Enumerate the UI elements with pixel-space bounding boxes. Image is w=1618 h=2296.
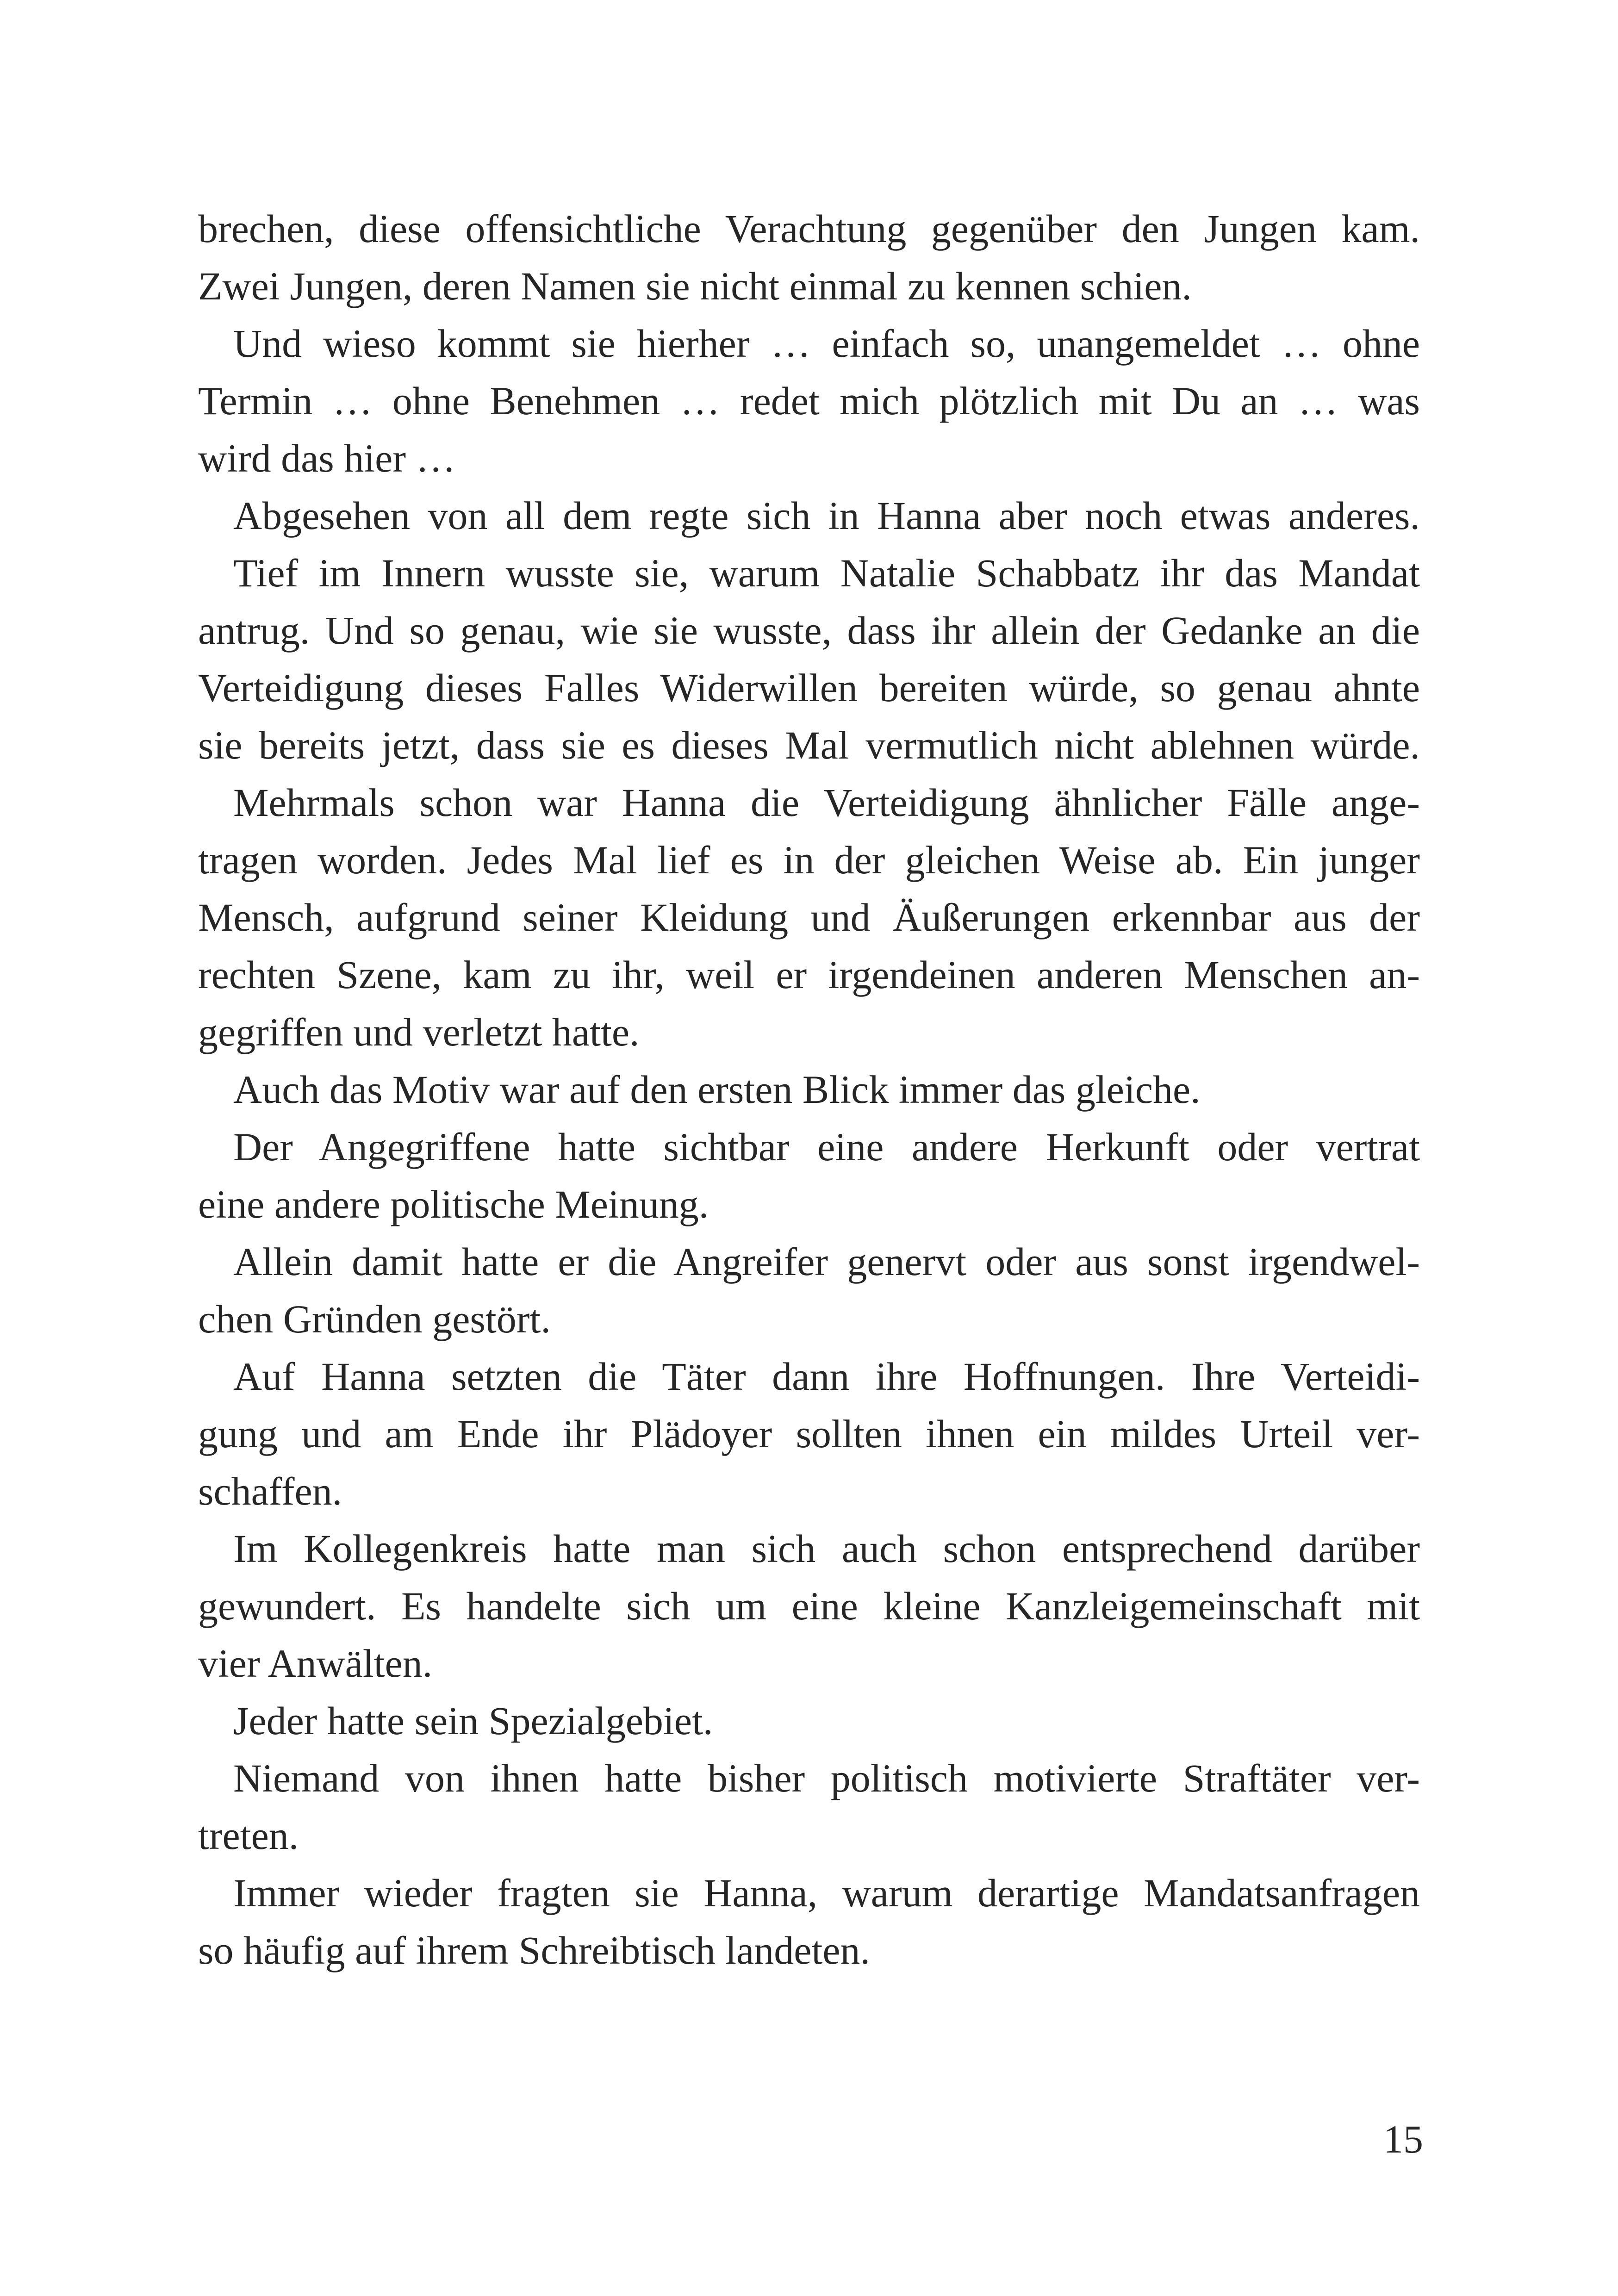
text-line: schaffen.	[198, 1469, 342, 1513]
text-line: Und wieso kommt sie hierher … einfach so, unangemeldet … ohne	[233, 321, 1420, 366]
text-line: eine andere politische Meinung.	[198, 1182, 709, 1226]
text-line: Mensch, aufgrund seiner Kleidung und Äußerungen erkennbar aus der	[198, 895, 1420, 940]
text-line: Mehrmals schon war Hanna die Verteidigung ähnlicher Fälle ange-	[233, 780, 1420, 825]
text-line: gewundert. Es handelte sich um eine kleine Kanzleigemeinschaft mit	[198, 1584, 1420, 1628]
text-line: treten.	[198, 1813, 299, 1858]
text-line: Der Angegriffene hatte sichtbar eine andere Herkunft oder vertrat	[233, 1125, 1420, 1169]
text-line: vier Anwälten.	[198, 1641, 433, 1686]
text-line: Niemand von ihnen hatte bisher politisch motivierte Straftäter ver-	[233, 1756, 1420, 1800]
text-line: tragen worden. Jedes Mal lief es in der gleichen Weise ab. Ein junger	[198, 838, 1420, 882]
text-line: antrug. Und so genau, wie sie wusste, dass ihr allein der Gedanke an die	[198, 608, 1420, 653]
text-line: Termin … ohne Benehmen … redet mich plötzlich mit Du an … was	[198, 379, 1420, 423]
text-line: wird das hier …	[198, 436, 456, 480]
text-line: Allein damit hatte er die Angreifer genervt oder aus sonst irgendwel-	[233, 1239, 1420, 1284]
text-line: Jeder hatte sein Spezialgebiet.	[233, 1699, 713, 1743]
text-line: Verteidigung dieses Falles Widerwillen bereiten würde, so genau ahnte	[198, 666, 1420, 710]
body-text	[198, 200, 1420, 1979]
text-line: Zwei Jungen, deren Namen sie nicht einmal zu kennen schien.	[198, 264, 1192, 308]
text-line: gung und am Ende ihr Plädoyer sollten ihnen ein mildes Urteil ver-	[198, 1412, 1420, 1456]
page-number: 15	[1383, 2117, 1423, 2161]
text-line: brechen, diese offensichtliche Verachtung gegenüber den Jungen kam.	[198, 206, 1420, 251]
text-line: Abgesehen von all dem regte sich in Hanna aber noch etwas anderes.	[233, 493, 1420, 538]
text-line: Auf Hanna setzten die Täter dann ihre Hoffnungen. Ihre Verteidi-	[233, 1354, 1420, 1399]
text-line: Tief im Innern wusste sie, warum Natalie Schabbatz ihr das Mandat	[233, 551, 1420, 595]
text-line: Immer wieder fragten sie Hanna, warum derartige Mandatsanfragen	[233, 1871, 1420, 1915]
text-line: Auch das Motiv war auf den ersten Blick immer das gleiche.	[233, 1067, 1201, 1112]
text-line: Im Kollegenkreis hatte man sich auch schon entsprechend darüber	[233, 1526, 1420, 1571]
text-line: gegriffen und verletzt hatte.	[198, 1010, 640, 1054]
text-line: so häufig auf ihrem Schreibtisch landeten.	[198, 1928, 871, 1972]
text-line: rechten Szene, kam zu ihr, weil er irgendeinen anderen Menschen an-	[198, 952, 1420, 997]
text-line: chen Gründen gestört.	[198, 1297, 551, 1341]
text-line: sie bereits jetzt, dass sie es dieses Mal vermutlich nicht ablehnen würde.	[198, 723, 1420, 767]
